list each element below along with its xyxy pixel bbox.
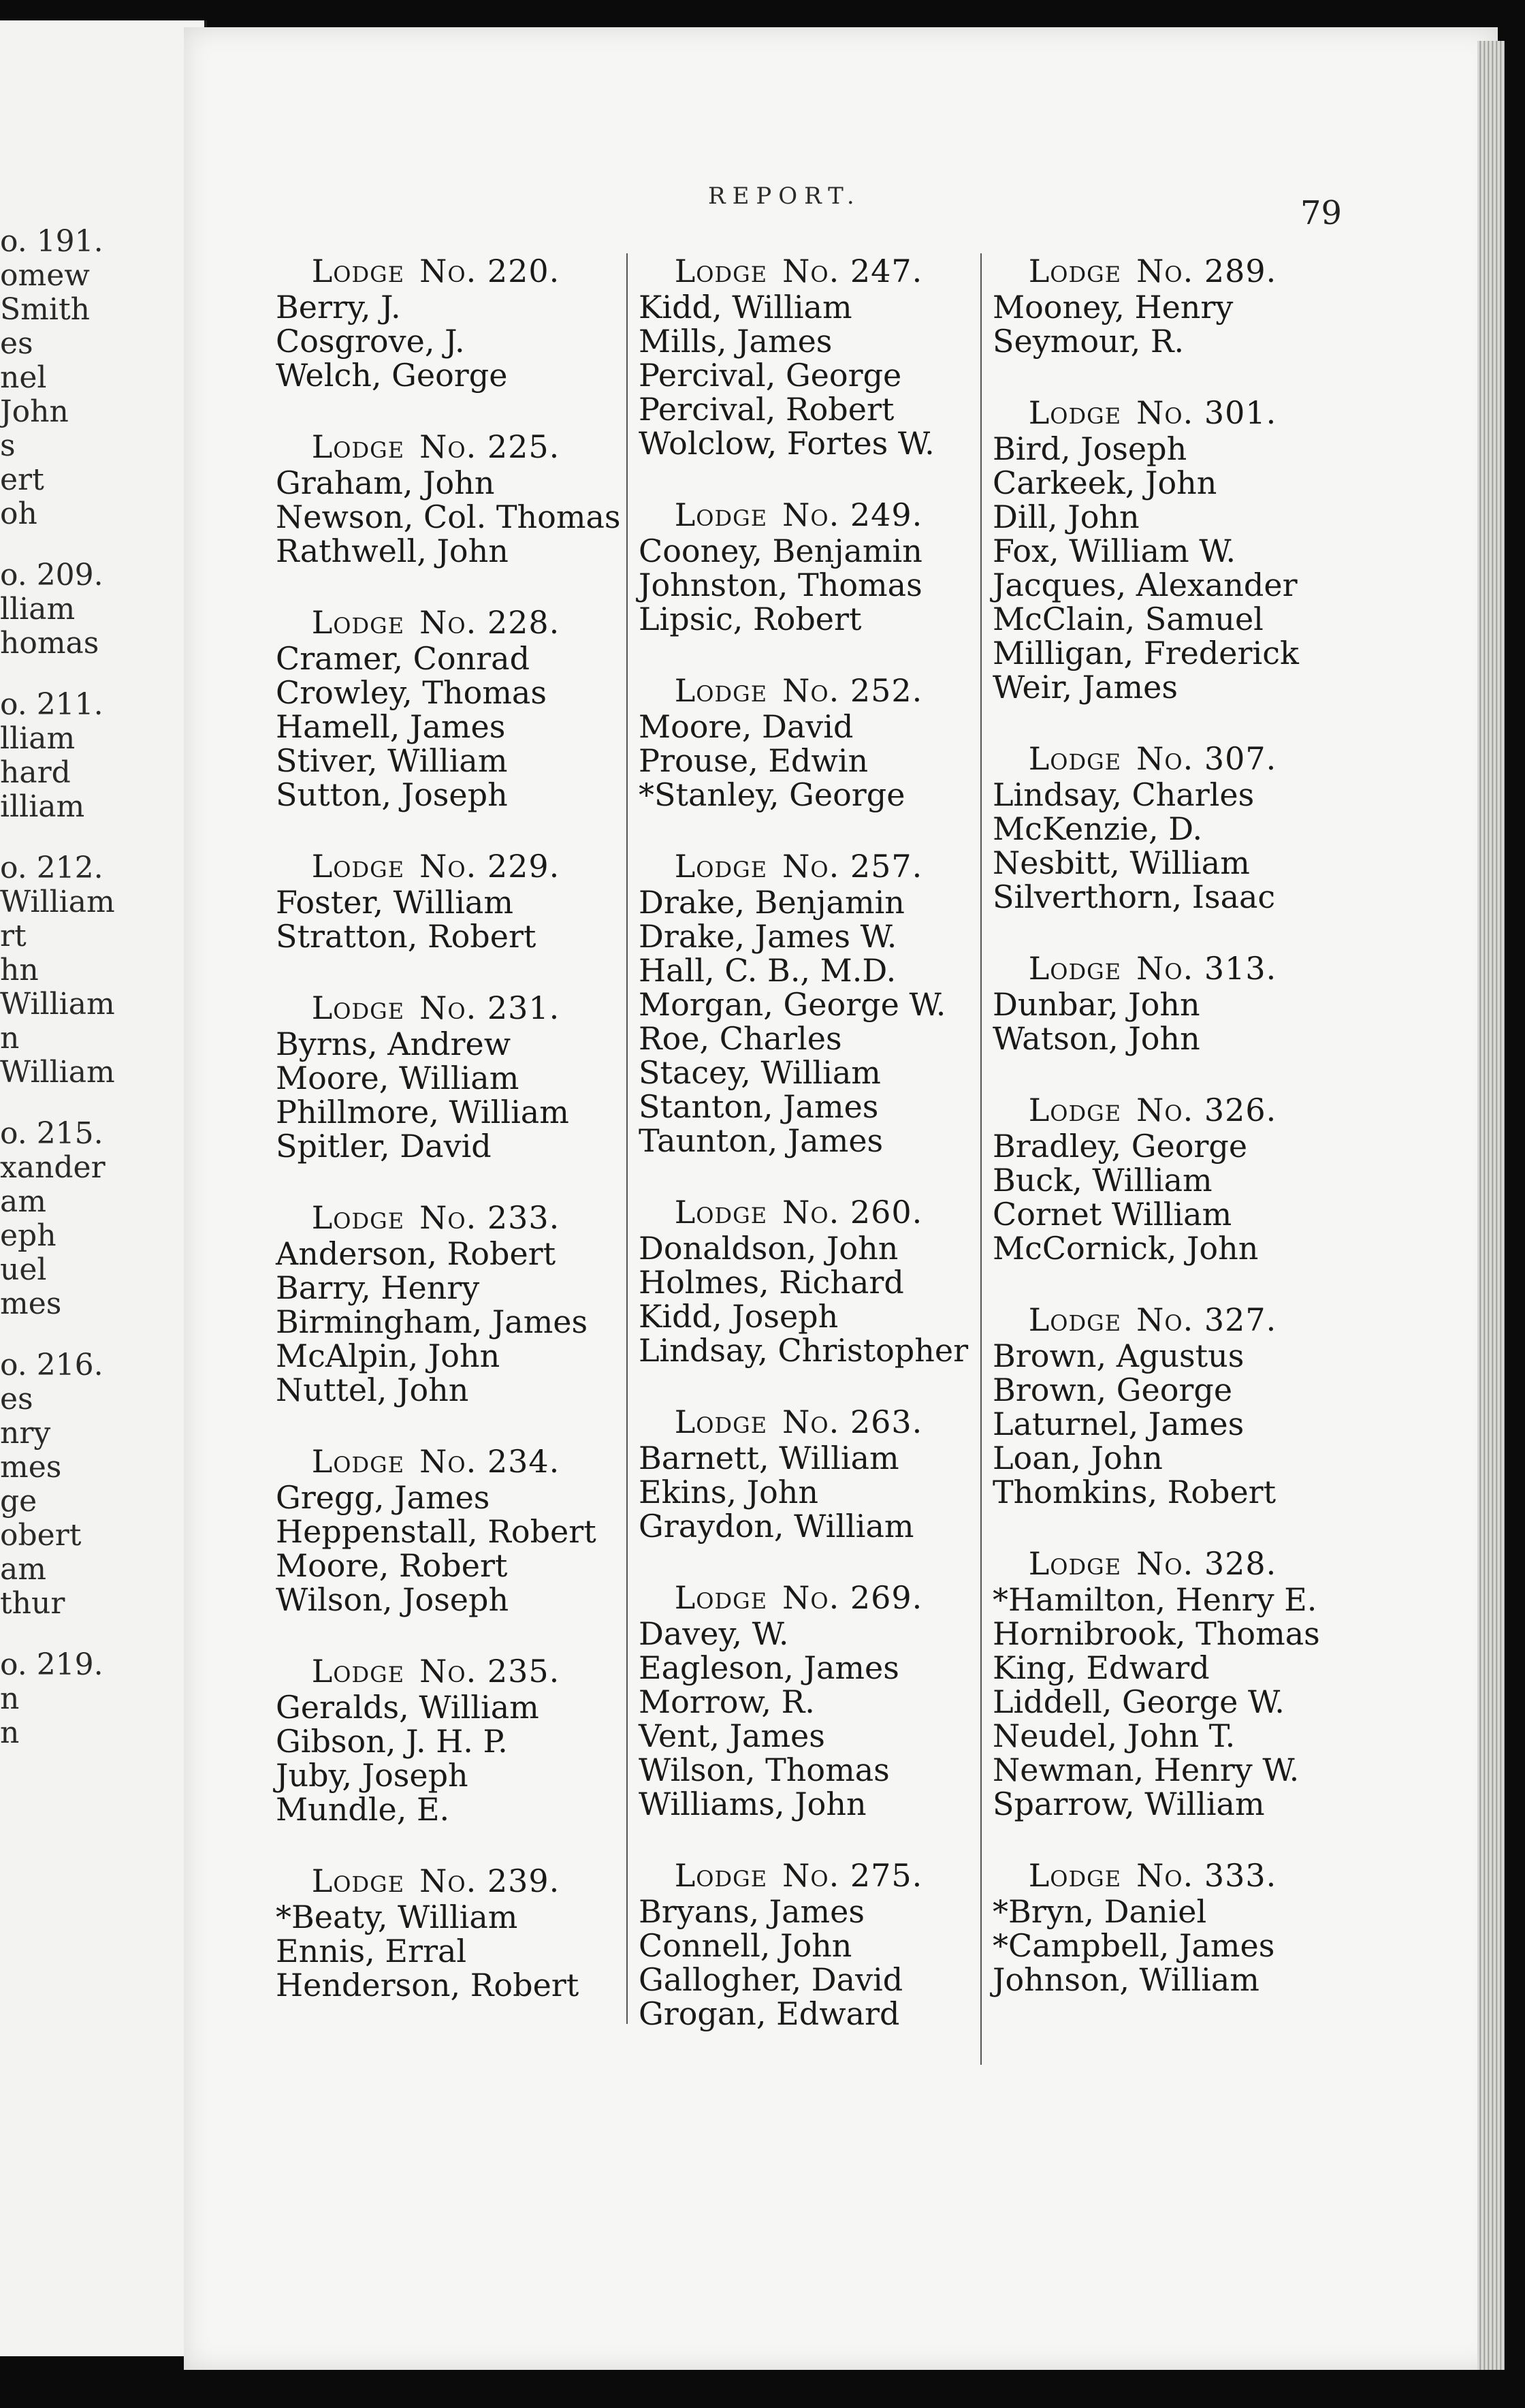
member-name: McAlpin, John [276, 1337, 500, 1374]
member-name: Cramer, Conrad [276, 640, 530, 677]
lodge-label: Lodge [1028, 253, 1122, 289]
member-name: Barry, Henry [276, 1269, 480, 1306]
member-name: Anderson, Robert [276, 1235, 556, 1272]
member-name: Gallogher, David [639, 1961, 903, 1998]
lodge-label: Lodge [674, 672, 768, 709]
member-name: Bradley, George [993, 1128, 1248, 1165]
lodge-entry [639, 1404, 959, 1543]
member-name: Mooney, Henry [993, 289, 1234, 326]
lodge-number: No. 247. [782, 253, 923, 289]
lodge-entry [639, 1580, 959, 1821]
member-name: Hamell, James [276, 708, 506, 745]
lodge-label: Lodge [311, 1653, 405, 1690]
lodge-number: No. 234. [419, 1443, 560, 1480]
lodge-entry [639, 253, 959, 460]
lodge-label: Lodge [311, 1443, 405, 1480]
member-name: Byrns, Andrew [276, 1026, 511, 1062]
member-name: Percival, Robert [639, 391, 895, 428]
lodge-label: Lodge [311, 848, 405, 885]
member-name: Milligan, Frederick [993, 635, 1299, 671]
member-name: Gibson, J. H. P. [276, 1723, 508, 1760]
member-name: Mundle, E. [276, 1791, 450, 1828]
lodge-entry [276, 990, 596, 1163]
lodge-number: No. 327. [1136, 1301, 1277, 1338]
lodge-heading [639, 1580, 959, 1615]
lodge-number: No. 307. [1136, 740, 1277, 777]
member-name: Johnson, William [993, 1961, 1259, 1998]
member-name: McCornick, John [993, 1230, 1259, 1267]
facing-page-fragment: ge [0, 1484, 37, 1519]
member-name: Newman, Henry W. [993, 1752, 1300, 1788]
lodge-number: No. 257. [782, 848, 923, 885]
lodge-label: Lodge [1028, 1545, 1122, 1582]
lodge-heading [276, 1444, 596, 1479]
member-name: Loan, John [993, 1440, 1163, 1476]
lodge-label: Lodge [674, 253, 768, 289]
member-name: Sutton, Joseph [276, 776, 508, 813]
lodge-label: Lodge [1028, 394, 1122, 431]
member-name: Cornet William [993, 1196, 1232, 1233]
member-name: *Campbell, James [993, 1927, 1275, 1964]
lodge-label: Lodge [1028, 740, 1122, 777]
lodge-label: Lodge [311, 604, 405, 641]
lodge-heading [639, 1194, 959, 1230]
member-name: Newson, Col. Thomas [276, 498, 621, 535]
lodge-label: Lodge [311, 1863, 405, 1899]
lodge-heading [993, 1302, 1313, 1337]
member-name: *Hamilton, Henry E. [993, 1581, 1317, 1618]
lodge-label: Lodge [1028, 1857, 1122, 1894]
facing-page-fragment: John [0, 394, 69, 429]
lodge-number: No. 231. [419, 989, 560, 1026]
member-name: Phillmore, William [276, 1094, 569, 1130]
member-name: Seymour, R. [993, 323, 1185, 360]
member-name: Spitler, David [276, 1128, 492, 1165]
member-name: Gregg, James [276, 1479, 490, 1516]
member-name: Barnett, William [639, 1440, 899, 1476]
lodge-heading [276, 990, 596, 1026]
facing-page-fragment: o. 216. [0, 1348, 103, 1382]
member-name: Taunton, James [639, 1122, 884, 1159]
member-name: Neudel, John T. [993, 1717, 1236, 1754]
member-name: Williams, John [639, 1786, 867, 1822]
facing-page-fragment: o. 212. [0, 851, 103, 885]
member-name: Hornibrook, Thomas [993, 1615, 1320, 1652]
lodge-number: No. 313. [1136, 950, 1277, 987]
member-name: Rathwell, John [276, 533, 509, 569]
member-name: Roe, Charles [639, 1020, 842, 1057]
lodge-entry [276, 1863, 596, 2002]
lodge-entry [639, 849, 959, 1158]
member-name: Connell, John [639, 1927, 852, 1964]
lodge-number: No. 333. [1136, 1857, 1277, 1894]
member-name: Bird, Joseph [993, 430, 1187, 467]
lodge-heading [276, 605, 596, 640]
lodge-number: No. 225. [419, 428, 560, 465]
facing-page-fragment: oh [0, 496, 37, 531]
lodge-heading [276, 429, 596, 464]
member-name: Bryans, James [639, 1893, 865, 1930]
member-name: Henderson, Robert [276, 1967, 579, 2003]
lodge-entry [993, 1545, 1320, 1822]
lodge-number: No. 249. [782, 496, 923, 533]
lodge-entry [993, 1302, 1313, 1509]
lodge-heading [276, 1863, 596, 1899]
facing-page-fragment: omew [0, 258, 90, 293]
lodge-number: No. 220. [419, 253, 560, 289]
member-name: Prouse, Edwin [639, 742, 869, 779]
member-name: Dunbar, John [993, 986, 1200, 1023]
member-name: Eagleson, James [639, 1649, 899, 1686]
lodge-entry [276, 1200, 596, 1407]
lodge-entry [276, 605, 596, 812]
facing-page-fragment: thur [0, 1586, 65, 1621]
member-name: Nesbitt, William [993, 844, 1250, 881]
lodge-column-3 [980, 253, 1320, 2065]
lodge-entry [993, 253, 1313, 358]
member-name: Sparrow, William [993, 1786, 1265, 1822]
member-name: *Stanley, George [639, 776, 905, 813]
member-name: Drake, James W. [639, 918, 897, 955]
facing-page-fragment: o. 211. [0, 687, 103, 722]
member-name: McClain, Samuel [993, 601, 1264, 637]
lodge-number: No. 289. [1136, 253, 1277, 289]
lodge-label: Lodge [311, 1199, 405, 1236]
facing-page-fragment: William [0, 885, 115, 919]
member-name: Ennis, Erral [276, 1933, 467, 1969]
lodge-heading [276, 849, 596, 884]
member-name: Percival, George [639, 357, 902, 394]
member-name: Kidd, Joseph [639, 1298, 839, 1335]
member-name: Heppenstall, Robert [276, 1513, 596, 1550]
facing-page-fragment: mes [0, 1450, 62, 1485]
lodge-entry [276, 253, 596, 392]
lodge-heading [639, 253, 959, 289]
facing-page-fragment: o. 215. [0, 1116, 103, 1151]
member-name: Stratton, Robert [276, 918, 536, 955]
lodge-heading [993, 951, 1313, 986]
lodge-entry [276, 1653, 596, 1826]
facing-page-fragment: nel [0, 360, 47, 395]
facing-page-fragment: n [0, 1681, 20, 1716]
facing-page-fragment: n [0, 1715, 20, 1750]
member-name: Birmingham, James [276, 1303, 588, 1340]
lodge-label: Lodge [311, 989, 405, 1026]
member-name: Lindsay, Charles [993, 776, 1255, 813]
member-name: Weir, James [993, 669, 1178, 706]
page-number: 79 [1300, 194, 1343, 232]
member-name: Wilson, Joseph [276, 1581, 509, 1618]
facing-page-fragment: nry [0, 1416, 51, 1451]
member-name: Holmes, Richard [639, 1264, 904, 1301]
member-name: Wilson, Thomas [639, 1752, 890, 1788]
member-name: Moore, William [276, 1060, 519, 1096]
member-name: Stacey, William [639, 1054, 881, 1091]
lodge-entry [993, 951, 1313, 1056]
facing-page [0, 20, 207, 2356]
lodge-label: Lodge [674, 1194, 768, 1231]
facing-page-fragment: s [0, 428, 16, 463]
facing-page-fragment: am [0, 1552, 46, 1587]
member-name: Buck, William [993, 1162, 1213, 1199]
lodge-entry [993, 1858, 1313, 1997]
facing-page-fragment: hn [0, 953, 39, 987]
lodge-entry [276, 1444, 596, 1617]
member-name: *Beaty, William [276, 1899, 518, 1935]
lodge-label: Lodge [311, 428, 405, 465]
lodge-label: Lodge [1028, 1092, 1122, 1128]
member-name: Juby, Joseph [276, 1757, 468, 1794]
lodge-label: Lodge [1028, 1301, 1122, 1338]
facing-page-fragment: es [0, 1382, 33, 1416]
lodge-entry [993, 1092, 1313, 1265]
facing-page-fragment: es [0, 326, 33, 361]
facing-page-fragment: hard [0, 755, 71, 790]
facing-page-fragment: Smith [0, 292, 90, 327]
member-name: Geralds, William [276, 1689, 539, 1726]
member-name: Dill, John [993, 498, 1140, 535]
member-name: Silverthorn, Isaac [993, 878, 1276, 915]
member-name: McKenzie, D. [993, 810, 1203, 847]
facing-page-fragment: homas [0, 626, 99, 661]
facing-page-fragment: William [0, 1055, 115, 1090]
member-name: Nuttel, John [276, 1372, 469, 1408]
lodge-heading [639, 497, 959, 533]
lodge-entry [639, 497, 959, 636]
member-name: Cosgrove, J. [276, 323, 465, 360]
lodge-label: Lodge [674, 1579, 768, 1616]
facing-page-fragment: uel [0, 1252, 47, 1287]
facing-page-fragment: lliam [0, 592, 76, 627]
lodge-column-2 [626, 253, 969, 2032]
facing-page-fragment: obert [0, 1518, 82, 1553]
facing-page-fragment: eph [0, 1218, 57, 1253]
member-name: *Bryn, Daniel [993, 1893, 1207, 1930]
member-name: Vent, James [639, 1717, 825, 1754]
lodge-number: No. 260. [782, 1194, 923, 1231]
member-name: Johnston, Thomas [639, 567, 922, 603]
lodge-entry [276, 428, 621, 569]
facing-page-fragment: o. 209. [0, 558, 103, 592]
lodge-heading [276, 1200, 596, 1235]
lodge-number: No. 275. [782, 1857, 923, 1894]
lodge-label: Lodge [674, 1404, 768, 1440]
lodge-heading [639, 1404, 959, 1440]
facing-page-fragment: xander [0, 1150, 106, 1185]
lodge-label: Lodge [1028, 950, 1122, 987]
member-name: Laturnel, James [993, 1406, 1245, 1442]
member-name: Kidd, William [639, 289, 852, 326]
member-name: Berry, J. [276, 289, 401, 326]
lodge-entry [993, 395, 1313, 704]
lodge-label: Lodge [674, 1857, 768, 1894]
member-name: Stanton, James [639, 1088, 879, 1125]
page-edge [1477, 41, 1505, 2370]
member-name: Lipsic, Robert [639, 601, 862, 637]
member-name: Moore, David [639, 708, 854, 745]
member-name: Stiver, William [276, 742, 508, 779]
lodge-heading [639, 673, 959, 708]
member-name: Fox, William W. [993, 533, 1236, 569]
member-name: Carkeek, John [993, 464, 1217, 501]
lodge-number: No. 252. [782, 672, 923, 709]
lodge-entry [639, 673, 959, 812]
facing-page-fragment: mes [0, 1286, 62, 1321]
member-name: Cooney, Benjamin [639, 533, 922, 569]
member-name: Thomkins, Robert [993, 1474, 1277, 1510]
member-name: Morrow, R. [639, 1683, 815, 1720]
member-name: Morgan, George W. [639, 986, 946, 1023]
lodge-number: No. 263. [782, 1404, 923, 1440]
member-name: Wolclow, Fortes W. [639, 425, 935, 462]
lodge-entry [993, 741, 1313, 914]
member-name: Hall, C. B., M.D. [639, 952, 897, 989]
lodge-label: Lodge [674, 848, 768, 885]
member-name: King, Edward [993, 1649, 1210, 1686]
lodge-heading [993, 395, 1313, 430]
facing-page-fragment: n [0, 1021, 20, 1056]
facing-page-fragment: o. 219. [0, 1647, 103, 1682]
lodge-entry [639, 1194, 969, 1369]
facing-page-fragment: rt [0, 919, 27, 953]
facing-page-fragment: illiam [0, 789, 85, 824]
facing-page-text [0, 225, 204, 1750]
lodge-number: No. 301. [1136, 394, 1277, 431]
lodge-heading [993, 741, 1313, 776]
facing-page-fragment: ert [0, 462, 44, 497]
facing-page-fragment: am [0, 1184, 46, 1219]
member-name: Ekins, John [639, 1474, 819, 1510]
lodge-label: Lodge [674, 496, 768, 533]
member-name: Lindsay, Christopher [639, 1332, 969, 1369]
member-name: Graydon, William [639, 1508, 914, 1544]
lodge-heading [993, 1546, 1313, 1581]
lodge-heading [993, 1092, 1313, 1128]
member-name: Welch, George [276, 357, 508, 394]
lodge-number: No. 233. [419, 1199, 560, 1236]
lodge-number: No. 269. [782, 1579, 923, 1616]
lodge-heading [639, 1858, 959, 1893]
running-head: REPORT. [708, 183, 861, 210]
lodge-entry [276, 849, 596, 953]
member-name: Graham, John [276, 464, 495, 501]
lodge-column-1 [276, 253, 621, 2039]
facing-page-fragment: William [0, 987, 115, 1021]
member-name: Davey, W. [639, 1615, 789, 1652]
lodge-number: No. 235. [419, 1653, 560, 1690]
lodge-number: No. 326. [1136, 1092, 1277, 1128]
member-name: Drake, Benjamin [639, 884, 905, 921]
member-name: Grogan, Edward [639, 1995, 900, 2032]
member-name: Watson, John [993, 1020, 1200, 1057]
lodge-heading [993, 1858, 1313, 1893]
lodge-number: No. 328. [1136, 1545, 1277, 1582]
member-name: Liddell, George W. [993, 1683, 1285, 1720]
lodge-heading [639, 849, 959, 884]
lodge-heading [276, 1653, 596, 1689]
lodge-number: No. 228. [419, 604, 560, 641]
lodge-number: No. 229. [419, 848, 560, 885]
member-name: Jacques, Alexander [993, 567, 1298, 603]
lodge-number: No. 239. [419, 1863, 560, 1899]
member-name: Crowley, Thomas [276, 674, 547, 711]
member-name: Moore, Robert [276, 1547, 508, 1584]
member-name: Donaldson, John [639, 1230, 899, 1267]
facing-page-fragment: o. 191. [0, 224, 103, 259]
member-name: Foster, William [276, 884, 513, 921]
lodge-label: Lodge [311, 253, 405, 289]
facing-page-fragment: lliam [0, 721, 76, 756]
member-name: Mills, James [639, 323, 833, 360]
lodge-entry [639, 1858, 959, 2031]
member-name: Brown, George [993, 1372, 1233, 1408]
lodge-heading [276, 253, 596, 289]
lodge-heading [993, 253, 1313, 289]
member-name: Brown, Agustus [993, 1337, 1245, 1374]
